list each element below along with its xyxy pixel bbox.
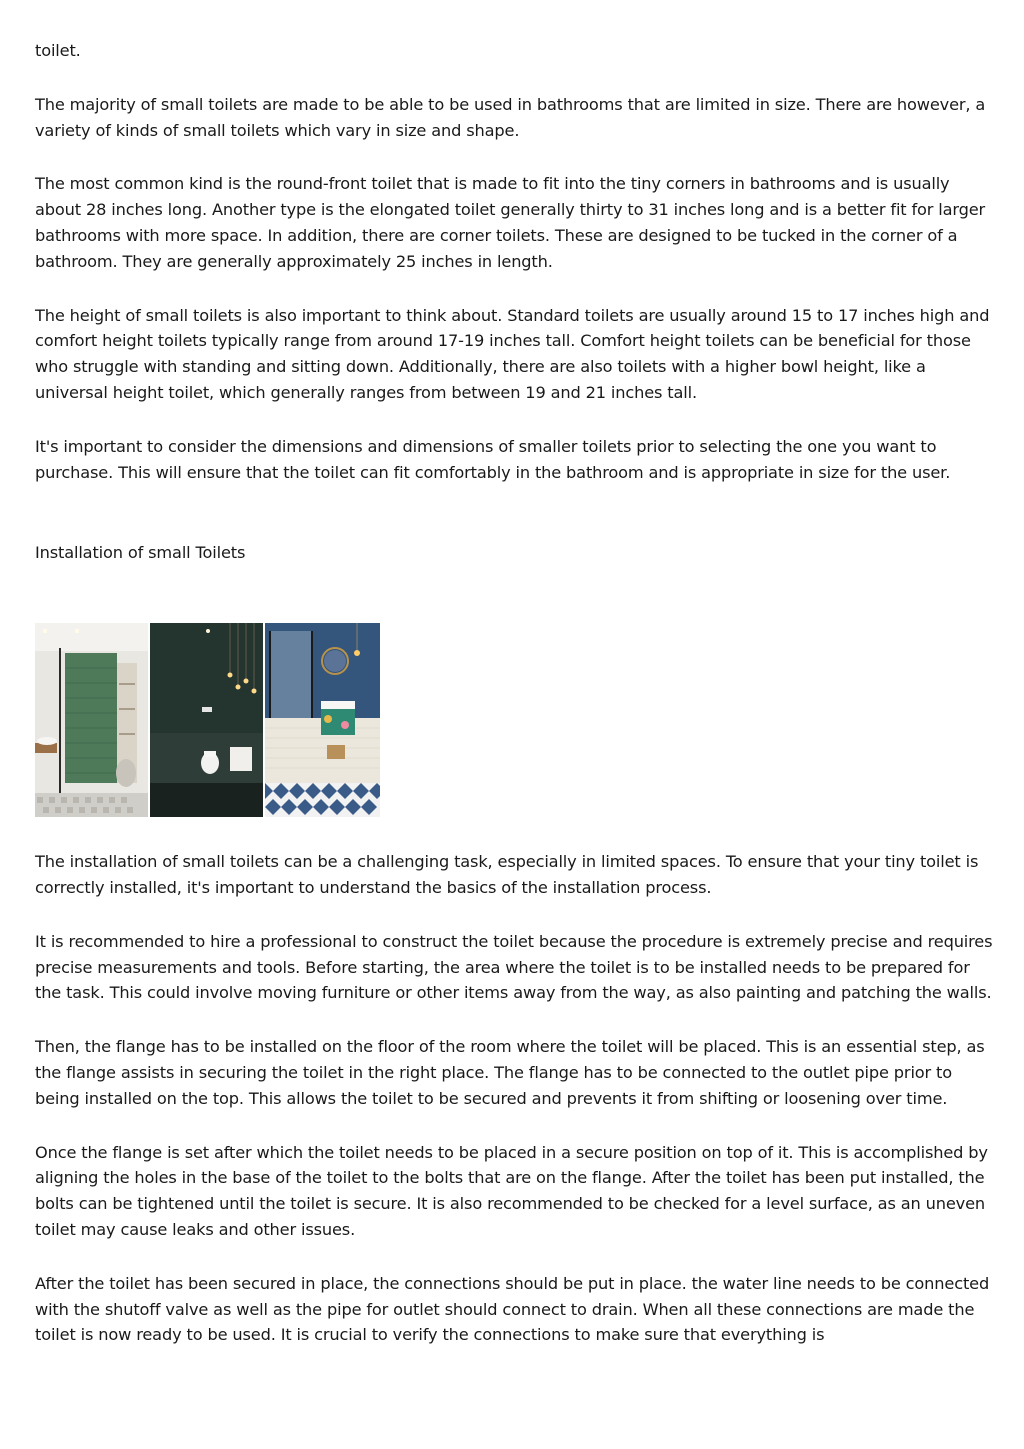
green-tile-bathroom-image bbox=[35, 623, 148, 817]
article-body bbox=[35, 38, 995, 1348]
paragraph-small-toilet-sizes: The majority of small toilets are made to be able to be used in bathrooms that are limited in size. There are however, a variety of kinds of small toilets which vary in size and shape. bbox=[35, 94, 986, 140]
paragraph-dimensions-advice: It's important to consider the dimensions and dimensions of smaller toilets prior to selecting the one you want to purchase. This will ensure that the toilet can fit comfortably in the bathroom and is appropriate in size for the user. bbox=[35, 436, 951, 482]
dark-powder-room-image bbox=[150, 623, 263, 817]
bathroom-photo-collage bbox=[35, 623, 380, 817]
paragraph-connections: After the toilet has been secured in place, the connections should be put in place. the water line needs to be connected with the shutoff valve as well as the pipe for outlet should connect to drain. When all these connections are made the toilet is now ready to be used. It is crucial to verify the connections to make sure that everything is bbox=[35, 1273, 990, 1345]
paragraph-toilet-height: The height of small toilets is also important to think about. Standard toilets are usually around 15 to 17 inches high and comfort height toilets typically range from around 17-19 inches tall. Comfort height toilets can be beneficial for those who struggle with standing and sitting down. Additionally, there are also toilets with a higher bowl height, like a universal height toilet, which generally ranges from between 19 and 21 inches tall. bbox=[35, 305, 990, 402]
paragraph-hire-professional: It is recommended to hire a professional to construct the toilet because the procedure is extremely precise and requires precise measurements and tools. Before starting, the area where the toilet is to be installed needs to be prepared for the task. This could involve moving furniture or other items away from the way, as also painting and patching the walls. bbox=[35, 931, 993, 1003]
paragraph-installation-intro: The installation of small toilets can be a challenging task, especially in limited spaces. To ensure that your tiny toilet is correctly installed, it's important to understand the basics of the installation process. bbox=[35, 852, 979, 897]
paragraph-flange-install: Then, the flange has to be installed on the floor of the room where the toilet will be placed. This is an essential step, as the flange assists in securing the toilet in the right place. The flange has to be connected to the outlet pipe prior to being installed on the top. This allows the toilet to be secured and prevents it from shifting or loosening over time. bbox=[35, 1037, 985, 1108]
paragraph-toilet-types: The most common kind is the round-front toilet that is made to fit into the tiny corners in bathrooms and is usually about 28 inches long. Another type is the elongated toilet generally thirty to 31 inches long and is a better fit for larger bathrooms with more space. In addition, there are corner toilets. These are designed to be tucked in the corner of a bathroom. They are generally approximately 25 inches in length. bbox=[35, 174, 986, 271]
paragraph-secure-toilet: Once the flange is set after which the toilet needs to be placed in a secure position on top of it. This is accomplished by aligning the holes in the base of the toilet to the bolts that are on the flange. After the toilet has been put installed, the bolts can be tightened until the toilet is secure. It is also recommended to be checked for a level surface, as an uneven toilet may cause leaks and other issues. bbox=[35, 1142, 988, 1239]
blue-wall-bathroom-image bbox=[265, 623, 380, 817]
section-heading: Installation of small Toilets bbox=[35, 543, 246, 563]
intro-fragment: toilet. bbox=[35, 41, 81, 60]
